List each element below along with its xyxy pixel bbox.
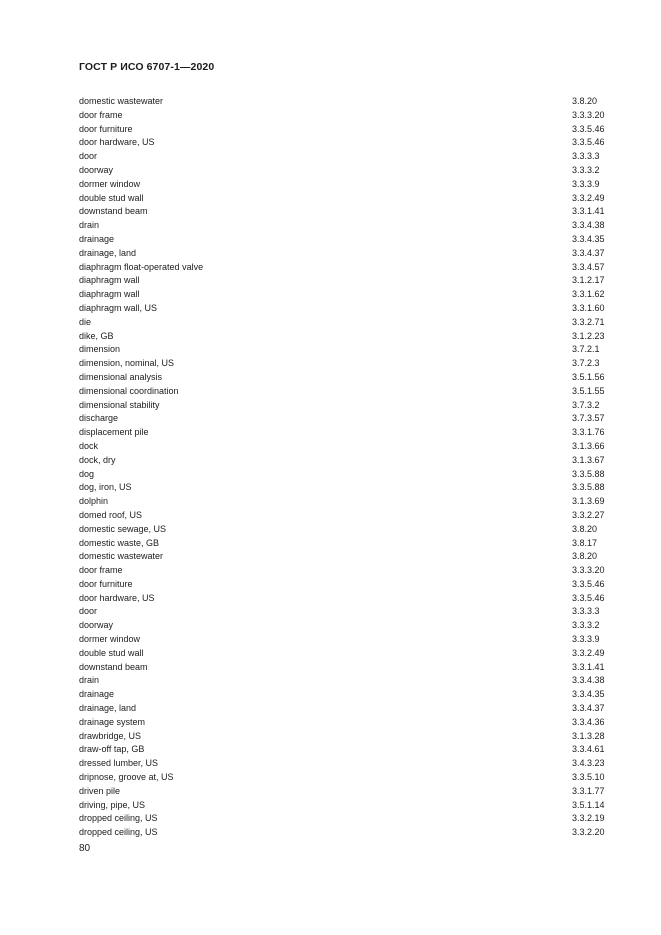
index-reference: 3.3.2.27 (572, 509, 605, 520)
index-entry (79, 123, 611, 137)
index-term: diaphragm wall, US (79, 302, 158, 313)
index-entry (79, 771, 611, 785)
index-entry (79, 688, 611, 702)
index-reference: 3.8.20 (572, 523, 598, 534)
index-entry (79, 537, 611, 551)
index-reference: 3.3.4.61 (572, 744, 605, 755)
index-term: domed roof, US (79, 509, 143, 520)
index-reference: 3.8.20 (572, 96, 598, 106)
index-reference: 3.3.1.76 (572, 427, 605, 438)
index-entry (79, 302, 611, 316)
index-entry (79, 412, 611, 426)
index-reference: 3.3.2.19 (572, 813, 605, 824)
index-term: domestic sewage, US (79, 523, 167, 534)
index-term: doorway (79, 620, 114, 631)
index-entry (79, 633, 611, 647)
index-reference: 3.3.2.49 (572, 647, 605, 658)
index-reference: 3.3.3.2 (572, 164, 600, 175)
index-term: dimensional analysis (79, 371, 163, 382)
index-entry (79, 150, 611, 164)
index-term: dimensional stability (79, 399, 160, 410)
index-reference: 3.1.3.69 (572, 496, 605, 507)
index-term: dormer window (79, 634, 141, 645)
index-term: door furniture (79, 123, 133, 134)
index-reference: 3.3.5.46 (572, 592, 605, 603)
index-entry (79, 399, 611, 413)
index-reference: 3.1.3.67 (572, 454, 605, 465)
index-reference: 3.1.3.28 (572, 730, 605, 741)
index-reference: 3.4.3.23 (572, 758, 605, 769)
index-reference: 3.3.4.38 (572, 675, 605, 686)
index-term: double stud wall (79, 647, 144, 658)
index-entry (79, 578, 611, 592)
index-entry (79, 564, 611, 578)
index-entry (79, 454, 611, 468)
index-reference: 3.3.4.37 (572, 247, 605, 258)
index-reference: 3.3.1.77 (572, 785, 605, 796)
index-reference: 3.3.3.9 (572, 634, 600, 645)
index-reference: 3.5.1.14 (572, 799, 605, 810)
index-reference: 3.3.5.88 (572, 482, 605, 493)
index-entry (79, 647, 611, 661)
index-reference: 3.1.3.66 (572, 440, 605, 451)
index-entry (79, 274, 611, 288)
index-reference: 3.3.5.88 (572, 468, 605, 479)
index-term: dock (79, 440, 99, 451)
index-term: door frame (79, 109, 123, 120)
index-reference: 3.3.4.35 (572, 233, 605, 244)
index-term: doorway (79, 164, 114, 175)
index-entry (79, 136, 611, 150)
index-entry (79, 371, 611, 385)
index-reference: 3.3.2.71 (572, 316, 605, 327)
index-term: domestic wastewater (79, 96, 164, 106)
index-entry (79, 164, 611, 178)
index-reference: 3.3.3.2 (572, 620, 600, 631)
index-entry (79, 702, 611, 716)
index-term: dike, GB (79, 330, 114, 341)
index-reference: 3.3.5.46 (572, 123, 605, 134)
index-reference: 3.8.17 (572, 537, 598, 548)
index-term: dog (79, 468, 95, 479)
index-entry (79, 523, 611, 537)
page-number: 80 (79, 843, 91, 854)
index-term: displacement pile (79, 427, 149, 438)
index-term: drainage (79, 689, 115, 700)
document-header: ГОСТ Р ИСО 6707-1—2020 (79, 61, 215, 73)
index-reference: 3.8.20 (572, 551, 598, 562)
index-reference: 3.3.3.9 (572, 178, 600, 189)
index-reference: 3.7.3.57 (572, 413, 605, 424)
index-reference: 3.3.2.20 (572, 827, 605, 838)
index-term: drain (79, 220, 100, 231)
index-term: dormer window (79, 178, 141, 189)
index-reference: 3.3.5.10 (572, 772, 605, 783)
index-term: drawbridge, US (79, 730, 142, 741)
index-entry (79, 757, 611, 771)
index-entry (79, 178, 611, 192)
index-entry (79, 109, 611, 123)
index-entry (79, 509, 611, 523)
index-term: drainage (79, 233, 115, 244)
index-entry (79, 261, 611, 275)
index-term: dressed lumber, US (79, 758, 159, 769)
index-term: dimension, nominal, US (79, 358, 175, 369)
index-term: driving, pipe, US (79, 799, 146, 810)
index-reference: 3.3.1.41 (572, 661, 605, 672)
index-term: drain (79, 675, 100, 686)
index-term: drainage, land (79, 703, 137, 714)
term-index-list (79, 95, 611, 840)
index-term: domestic wastewater (79, 551, 164, 562)
index-reference: 3.7.2.1 (572, 344, 600, 355)
index-term: door frame (79, 565, 123, 576)
index-reference: 3.7.3.2 (572, 399, 600, 410)
index-term: drainage system (79, 716, 146, 727)
index-entry (79, 233, 611, 247)
index-entry (79, 592, 611, 606)
index-reference: 3.1.2.17 (572, 275, 605, 286)
index-term: downstand beam (79, 661, 148, 672)
index-reference: 3.5.1.55 (572, 385, 605, 396)
index-entry (79, 785, 611, 799)
index-term: dropped ceiling, US (79, 813, 158, 824)
index-entry (79, 316, 611, 330)
index-term: door furniture (79, 578, 133, 589)
index-entry (79, 440, 611, 454)
index-term: dimensional coordination (79, 385, 179, 396)
index-reference: 3.3.3.3 (572, 606, 600, 617)
index-term: draw-off tap, GB (79, 744, 145, 755)
index-reference: 3.3.4.36 (572, 716, 605, 727)
index-entry (79, 812, 611, 826)
index-entry (79, 481, 611, 495)
index-entry (79, 219, 611, 233)
index-entry (79, 385, 611, 399)
index-entry (79, 619, 611, 633)
index-entry (79, 495, 611, 509)
index-entry (79, 468, 611, 482)
index-reference: 3.3.5.46 (572, 578, 605, 589)
index-reference: 3.3.4.57 (572, 261, 605, 272)
index-entry (79, 192, 611, 206)
index-term: die (79, 316, 92, 327)
index-reference: 3.5.1.56 (572, 371, 605, 382)
index-entry (79, 826, 611, 840)
index-term: domestic waste, GB (79, 537, 160, 548)
index-reference: 3.3.1.62 (572, 289, 605, 300)
index-term: dropped ceiling, US (79, 827, 158, 838)
index-term: door hardware, US (79, 137, 155, 148)
index-entry (79, 426, 611, 440)
index-reference: 3.3.5.46 (572, 137, 605, 148)
index-entry (79, 799, 611, 813)
index-term: diaphragm float-operated valve (79, 261, 204, 272)
index-entry (79, 605, 611, 619)
index-term: dolphin (79, 496, 109, 507)
index-term: dock, dry (79, 454, 116, 465)
index-entry (79, 716, 611, 730)
index-term: dog, iron, US (79, 482, 132, 493)
index-reference: 3.3.4.37 (572, 703, 605, 714)
index-entry (79, 550, 611, 564)
index-term: drainage, land (79, 247, 137, 258)
index-reference: 3.3.2.49 (572, 192, 605, 203)
index-term: door hardware, US (79, 592, 155, 603)
index-reference: 3.3.3.20 (572, 109, 605, 120)
index-term: door (79, 606, 98, 617)
index-reference: 3.3.4.35 (572, 689, 605, 700)
index-reference: 3.3.4.38 (572, 220, 605, 231)
index-reference: 3.3.3.3 (572, 151, 600, 162)
index-term: downstand beam (79, 206, 148, 217)
index-entry (79, 288, 611, 302)
index-term: dimension (79, 344, 121, 355)
index-reference: 3.3.1.41 (572, 206, 605, 217)
index-entry (79, 205, 611, 219)
index-term: door (79, 151, 98, 162)
index-entry (79, 95, 611, 109)
index-entry (79, 743, 611, 757)
index-entry (79, 674, 611, 688)
index-term: dripnose, groove at, US (79, 772, 174, 783)
index-reference: 3.1.2.23 (572, 330, 605, 341)
index-reference: 3.3.1.60 (572, 302, 605, 313)
index-term: driven pile (79, 785, 121, 796)
index-entry (79, 330, 611, 344)
index-reference: 3.7.2.3 (572, 358, 600, 369)
index-term: diaphragm wall (79, 289, 140, 300)
index-entry (79, 343, 611, 357)
index-entry (79, 247, 611, 261)
index-entry (79, 661, 611, 675)
index-term: double stud wall (79, 192, 144, 203)
index-entry (79, 730, 611, 744)
index-reference: 3.3.3.20 (572, 565, 605, 576)
index-entry (79, 357, 611, 371)
index-term: discharge (79, 413, 119, 424)
index-term: diaphragm wall (79, 275, 140, 286)
